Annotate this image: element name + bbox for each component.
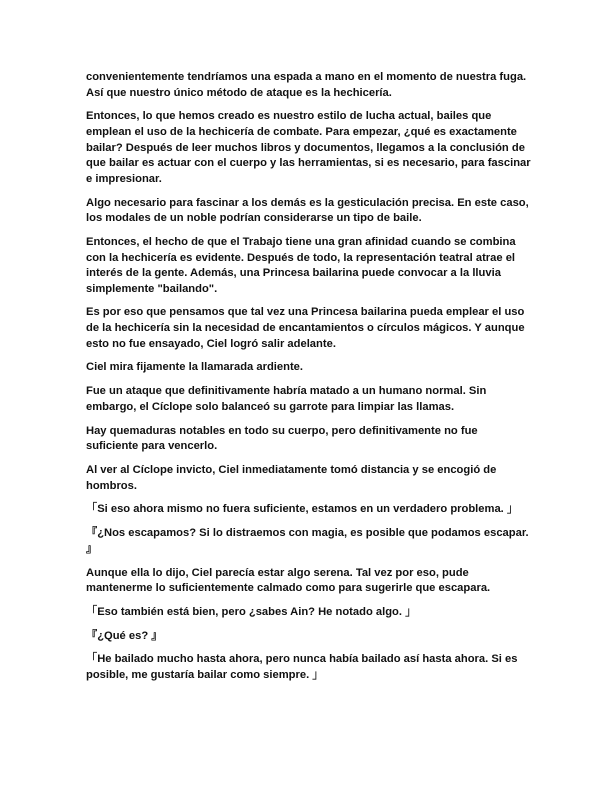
- page-body-text: [86, 70, 532, 692]
- paragraph: Es por eso que pensamos que tal vez una Princesa bailarina pueda emplear el uso de la hechicería sin la necesidad de encantamientos o círculos mágicos. Y aunque esto no fue ensayado, Ciel logró salir adelante.: [86, 306, 525, 350]
- paragraph: Aunque ella lo dijo, Ciel parecía estar algo serena. Tal vez por eso, pude mantenerme lo suficientemente calmado como para sugerirle que escapara.: [86, 566, 491, 595]
- dialogue-line: 『¿Nos escapamos? Si lo distraemos con magia, es posible que podamos escapar. 』: [86, 527, 529, 555]
- paragraph: Hay quemaduras notables en todo su cuerpo, pero definitivamente no fue suficiente para vencerlo.: [86, 424, 478, 453]
- dialogue-line: 『¿Qué es? 』: [86, 629, 163, 642]
- paragraph: Entonces, el hecho de que el Trabajo tiene una gran afinidad cuando se combina con la hechicería es evidente. Después de todo, la representación teatral atrae el interés de la gente. Además, una Princesa bailarina puede convocar a la lluvia simplemente "bailando".: [86, 235, 516, 295]
- paragraph: Al ver al Cíclope invicto, Ciel inmediatamente tomó distancia y se encogió de hombros.: [86, 463, 497, 492]
- paragraph: Ciel mira fijamente la llamarada ardiente.: [86, 361, 304, 374]
- paragraph: Entonces, lo que hemos creado es nuestro estilo de lucha actual, bailes que emplean el uso de la hechicería de combate. Para empezar, ¿qué es exactamente bailar? Después de leer muchos libros y documentos, llegamos a la conclusión de que bailar es actuar con el cuerpo y las herramientas, si es necesario, para fascinar e impresionar.: [86, 110, 531, 185]
- dialogue-line: 「Eso también está bien, pero ¿sabes Ain? He notado algo. 」: [86, 605, 417, 618]
- paragraph: Fue un ataque que definitivamente habría matado a un humano normal. Sin embargo, el Cíclope solo balanceó su garrote para limpiar las llamas.: [86, 385, 487, 413]
- paragraph: convenientemente tendríamos una espada a mano en el momento de nuestra fuga. Así que nuestro único método de ataque es la hechicería.: [86, 71, 527, 99]
- dialogue-line: 「Si eso ahora mismo no fuera suficiente, estamos en un verdadero problema. 」: [86, 503, 519, 516]
- paragraph: Algo necesario para fascinar a los demás es la gesticulación precisa. En este caso, los modales de un noble podrían considerarse un tipo de baile.: [86, 196, 529, 225]
- dialogue-line: 「He bailado mucho hasta ahora, pero nunca había bailado así hasta ahora. Si es posible, me gustaría bailar como siempre. 」: [86, 653, 518, 682]
